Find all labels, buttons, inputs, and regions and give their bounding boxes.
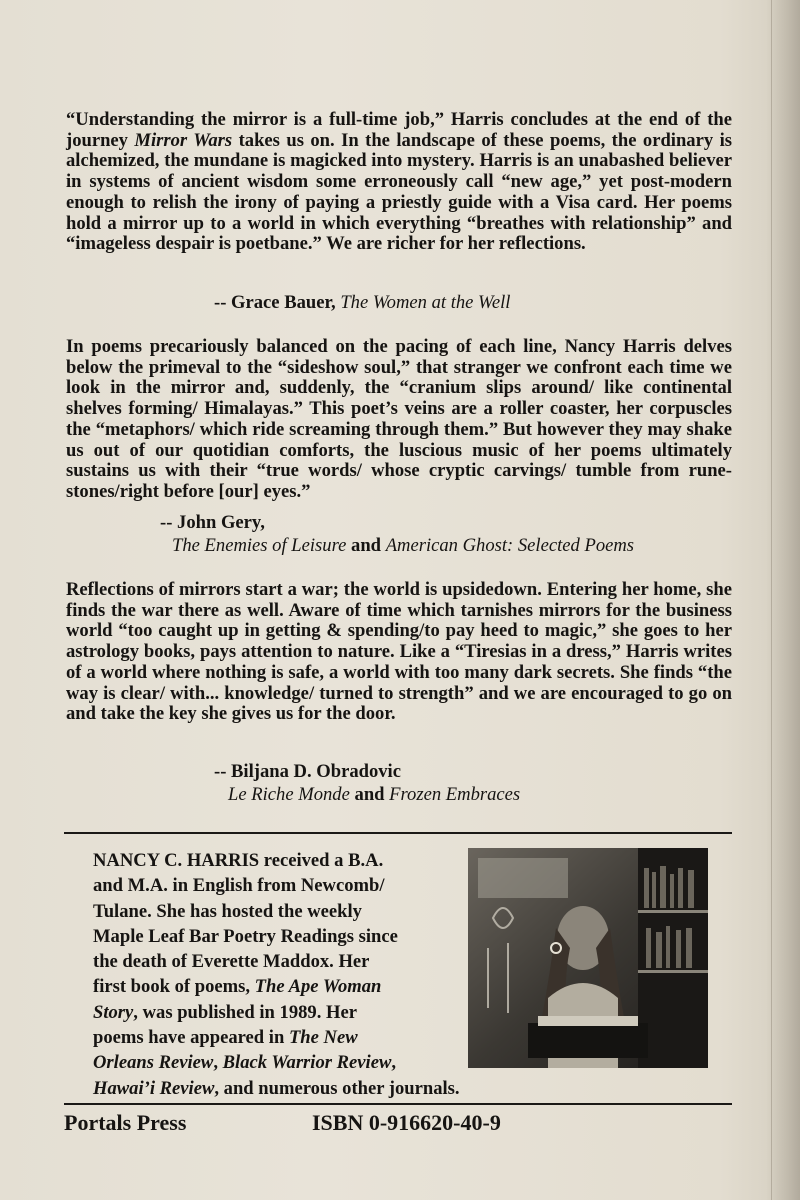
bio-italic-title: Black Warrior Review [222,1052,392,1074]
publisher-name: Portals Press [64,1110,187,1135]
bio-italic-title: Hawai’i Review [93,1077,215,1099]
bio-italic-title: Orleans Review [93,1052,214,1074]
page-edge-line [771,0,772,1200]
author-photo [468,848,708,1068]
review-attribution-1: -- Grace Bauer, The Women at the Well [214,292,511,313]
author-bio: NANCY C. HARRIS received a B.A. and M.A. in English from Newcomb/ Tulane. She has hosted the weekly Maple Leaf Bar Poetry Readings since the death of Everette Maddox. Her first book of poems, The Ape Woman Story, was published in 1989. Her poems have appeared in The New Orleans Review, Black Warrior Review, Hawai’i Review, and numerous other journals. [93,850,460,1099]
bio-italic-title: The New [288,1027,358,1049]
divider-rule-bottom [64,1103,732,1105]
bio-italic-title: The Ape Woman [254,976,382,998]
review-blurb-2: In poems precariously balanced on the pacing of each line, Nancy Harris delves below the primeval to the “sideshow soul,” that stranger we confront each time we look in the mirror and, suddenly, the “cranium slips around/ like continental shelves forming/ Himalayas.” This poet’s veins are a roller coaster, her corpuscles the “metaphors/ which ride screaming through them.” But however they may shake us out of our quotidian comforts, the luscious music of her poems ultimately sustains us with their “true words/ whose cryptic carvings/ tumble from rune-stones/right before [our] eyes.” [66,336,732,502]
review-blurb-3: Reflections of mirrors start a war; the world is upsidedown. Entering her home, she finds the war there as well. Aware of time which tarnishes mirrors for the business world “too caught up in getting & spending/to pay heed to magic,” she goes to her astrology books, pays attention to nature. Like a “Tiresias in a dress,” Harris writes of a world where nothing is safe, a world with too many dark secrets. She finds “the way is clear/ with... knowledge/ turned to strength” and we are encouraged to go on and take the key she gives us for the door. [66,579,732,725]
bio-italic-title: Story [93,1001,134,1023]
review-attribution-3-works: Le Riche Monde and Frozen Embraces [228,784,521,805]
divider-rule-top [64,832,732,834]
review-attribution-3-name: -- Biljana D. Obradovic [214,761,401,782]
review-attribution-2-works: The Enemies of Leisure and American Ghost: Selected Poems [172,535,635,556]
isbn: ISBN 0-916620-40-9 [312,1110,501,1135]
review-blurb-1: “Understanding the mirror is a full-time job,” Harris concludes at the end of the journey Mirror Wars takes us on. In the landscape of these poems, the ordinary is alchemized, the mundane is magicked into mystery. Harris is an unabashed believer in systems of ancient wisdom some erroneously call “new age,” yet post-modern enough to relish the irony of paying a priestly guide with a Visa card. Her poems hold a mirror up to a world in which everything “breathes with relationship” and “imageless despair is poetbane.” We are richer for her reflections. [66,109,732,255]
review-attribution-2-name: -- John Gery, [160,512,265,533]
